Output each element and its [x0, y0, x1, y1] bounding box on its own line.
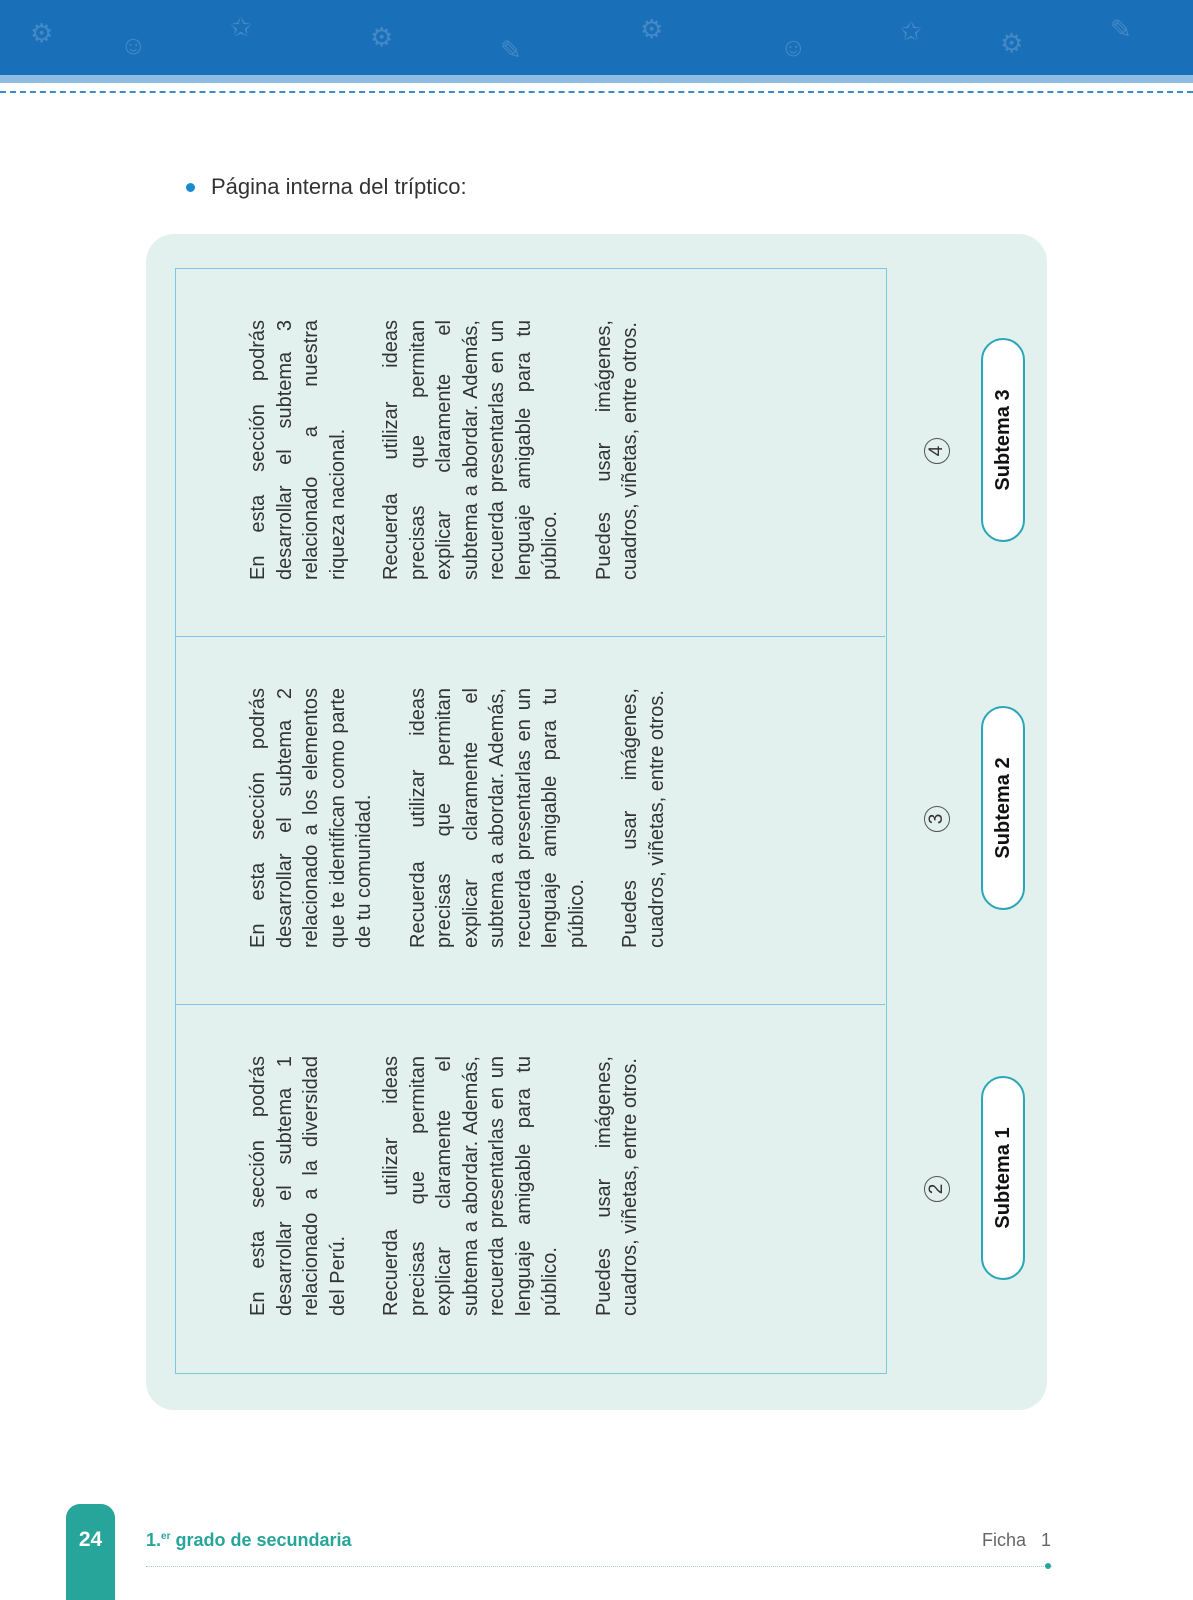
footer-divider — [146, 1566, 1052, 1567]
subtema-1-label: Subtema 1 — [981, 1076, 1025, 1280]
pencil-icon: ✎ — [1110, 14, 1132, 44]
intro-text: Página interna del tríptico: — [211, 174, 467, 199]
paragraph: Recuerda utilizar ideas precisas que permitan explicar claramente el subtema a abordar. Además, recuerda presentarlas en un lenguaje amigable para tu público. — [380, 1056, 561, 1316]
header-banner — [0, 0, 1193, 75]
pencil-icon: ✎ — [500, 35, 522, 65]
section-subtema-2-text — [245, 688, 697, 948]
smiley-icon: ☺ — [780, 32, 807, 62]
gear-icon: ⚙ — [640, 14, 664, 44]
ficha-label: Ficha 1 — [981, 1530, 1051, 1550]
footer-dot — [1045, 1563, 1051, 1569]
grade-text: grado de secundaria — [170, 1530, 352, 1550]
section-number-4: 4 — [924, 438, 950, 464]
gear-icon: ⚙ — [30, 18, 54, 48]
grid-divider — [175, 636, 885, 637]
paragraph: En esta sección podrás desarrollar el subtema 3 relacionado a nuestra riqueza nacional. — [247, 320, 349, 580]
paragraph: En esta sección podrás desarrollar el subtema 1 relacionado a la diversidad del Perú. — [247, 1056, 349, 1316]
bullet-icon — [186, 183, 195, 192]
grade-label — [146, 1530, 352, 1551]
paragraph: Puedes usar imágenes, cuadros, viñetas, entre otros. — [592, 1056, 641, 1316]
grid-divider — [175, 1004, 885, 1005]
paragraph: Recuerda utilizar ideas precisas que permitan explicar claramente el subtema a abordar. Además, recuerda presentarlas en un lenguaje amigable para tu público. — [380, 320, 561, 580]
paragraph: Puedes usar imágenes, cuadros, viñetas, entre otros. — [619, 688, 668, 948]
section-number-3: 3 — [924, 806, 950, 832]
section-number-2: 2 — [924, 1176, 950, 1202]
page-number-tab — [66, 1504, 115, 1600]
header-dashed-divider — [0, 91, 1193, 93]
star-icon: ✩ — [900, 16, 922, 46]
gear-icon: ⚙ — [370, 22, 394, 52]
gear-icon: ⚙ — [1000, 28, 1024, 58]
grade-superscript: er — [161, 1531, 171, 1542]
star-icon: ✩ — [230, 12, 252, 42]
intro-line — [186, 174, 467, 200]
section-subtema-3-text — [245, 320, 671, 580]
paragraph: En esta sección podrás desarrollar el subtema 2 relacionado a los elementos que te identifican como parte de tu comunidad. — [247, 688, 375, 948]
section-subtema-1-text — [245, 1056, 671, 1316]
smiley-icon: ☺ — [120, 30, 147, 60]
header-banner-stripe — [0, 75, 1193, 83]
subtema-2-label: Subtema 2 — [981, 706, 1025, 910]
paragraph: Puedes usar imágenes, cuadros, viñetas, entre otros. — [592, 320, 641, 580]
page-number: 24 — [78, 1528, 103, 1551]
paragraph: Recuerda utilizar ideas precisas que permitan explicar claramente el subtema a abordar. Además, recuerda presentarlas en un lenguaje amigable para tu público. — [406, 688, 588, 948]
subtema-3-label: Subtema 3 — [981, 338, 1025, 542]
grade-prefix: 1. — [146, 1530, 162, 1550]
